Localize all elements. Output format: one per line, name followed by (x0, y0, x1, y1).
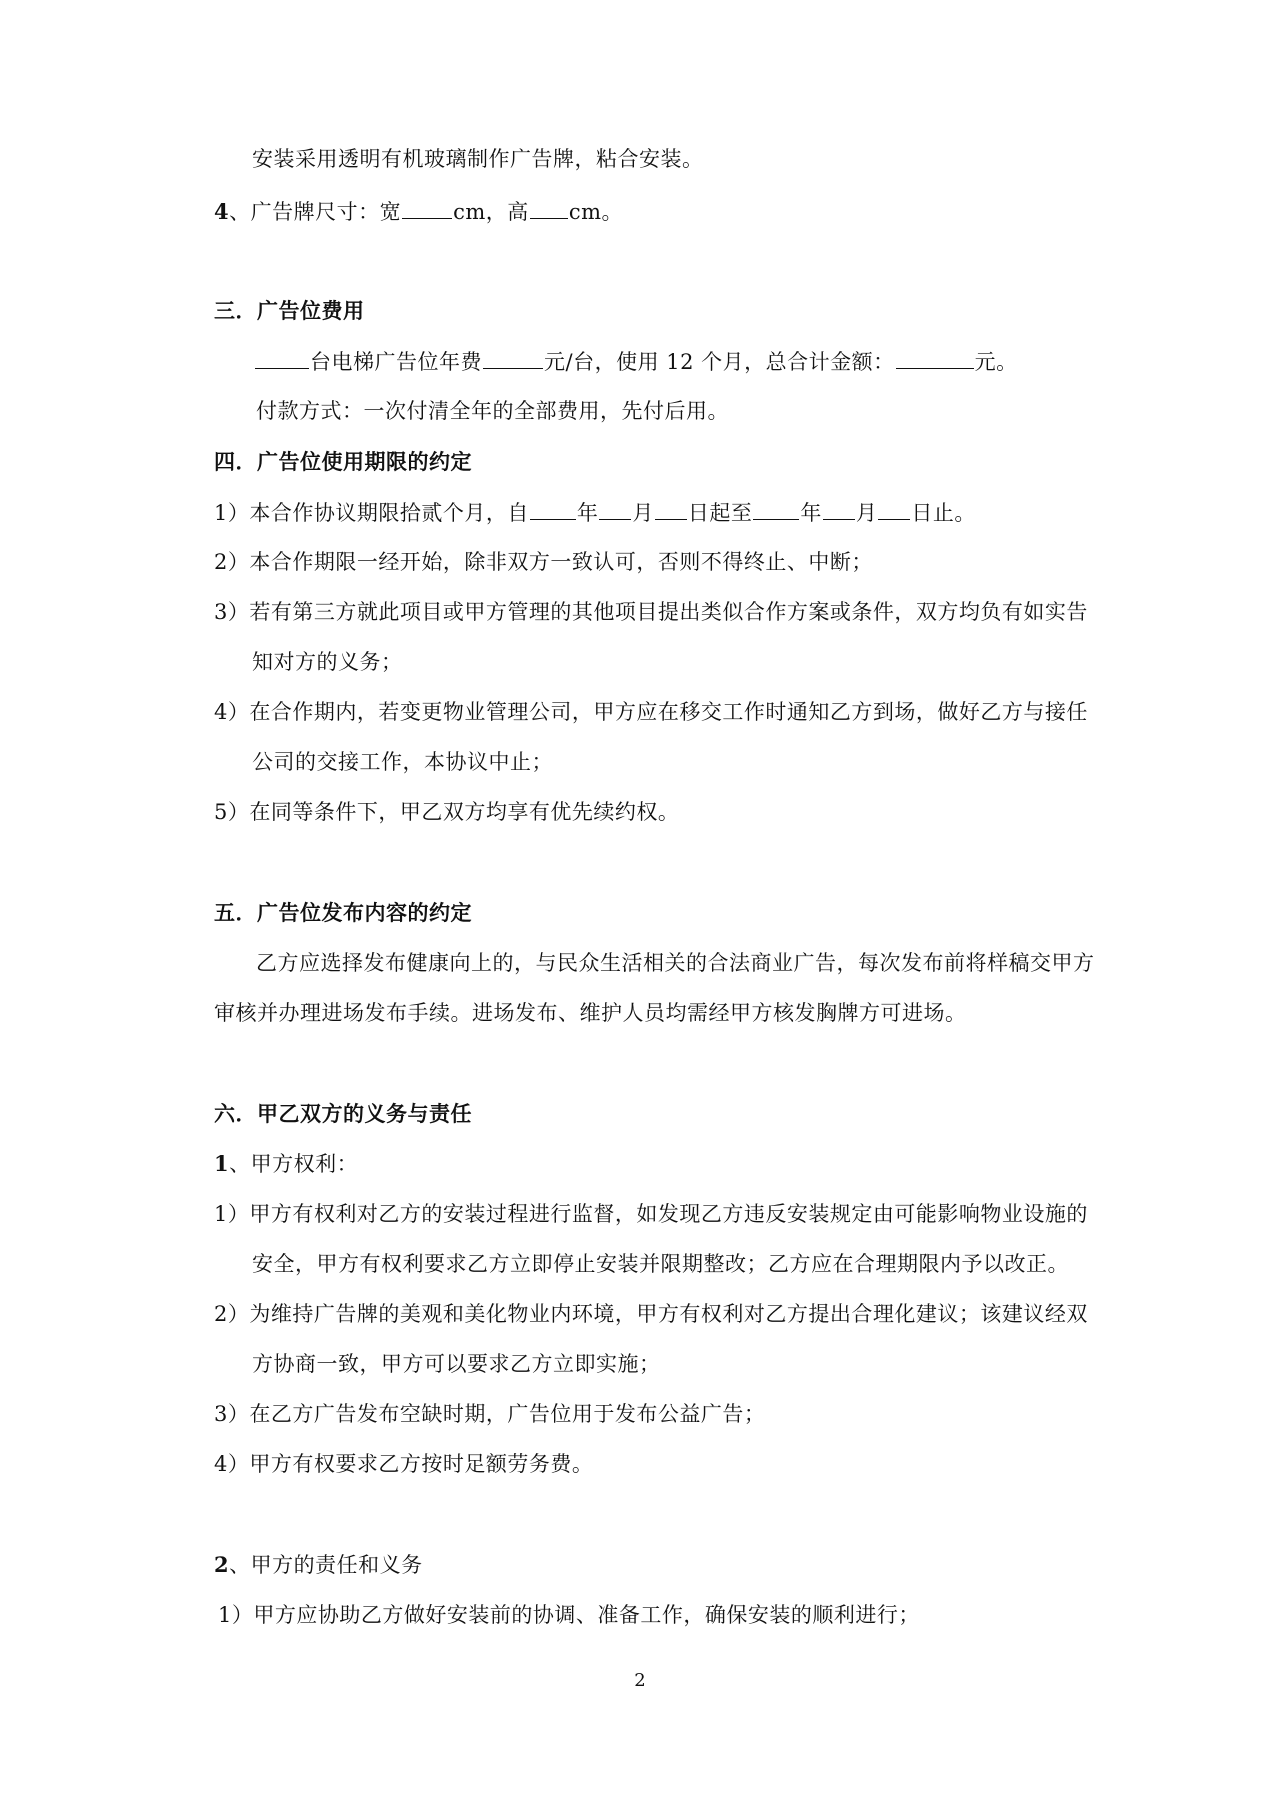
section-heading-4: 四．广告位使用期限的约定 (214, 449, 472, 474)
total-amount-blank (896, 346, 974, 369)
end-year-blank (753, 497, 799, 520)
section-heading-5: 五．广告位发布内容的约定 (214, 900, 472, 925)
page-number: 2 (634, 1670, 646, 1691)
paragraph-line: 乙方应选择发布健康向上的，与民众生活相关的合法商业广告，每次发布前将样稿交甲方 (256, 951, 1095, 975)
paragraph-line: 3）在乙方广告发布空缺时期，广告位用于发布公益广告； (214, 1402, 766, 1426)
start-day-blank (655, 497, 687, 520)
paragraph-line: 4）在合作期内，若变更物业管理公司，甲方应在移交工作时通知乙方到场，做好乙方与接任 (214, 700, 1088, 724)
paragraph-line: 4）甲方有权要求乙方按时足额劳务费。 (214, 1452, 594, 1476)
paragraph-line: 5）在同等条件下，甲乙双方均享有优先续约权。 (214, 800, 680, 824)
subsection-heading: 2、甲方的责任和义务 (214, 1552, 423, 1577)
size-line: 4、广告牌尺寸：宽 cm，高 cm。 (214, 196, 623, 227)
annual-fee-blank (483, 346, 543, 369)
paragraph-line: 3）若有第三方就此项目或甲方管理的其他项目提出类似合作方案或条件，双方均负有如实告 (214, 600, 1088, 624)
paragraph-line: 付款方式：一次付清全年的全部费用，先付后用。 (256, 399, 729, 423)
end-month-blank (823, 497, 855, 520)
paragraph-line: 1）甲方应协助乙方做好安装前的协调、准备工作，确保安装的顺利进行； (218, 1603, 920, 1627)
paragraph-line: 安装采用透明有机玻璃制作广告牌，粘合安装。 (252, 147, 704, 171)
start-year-blank (530, 497, 576, 520)
subsection-heading: 1、甲方权利： (214, 1151, 359, 1176)
paragraph-line: 安全，甲方有权利要求乙方立即停止安装并限期整改；乙方应在合理期限内予以改正。 (252, 1252, 1069, 1276)
section-heading-6: 六．甲乙双方的义务与责任 (214, 1101, 472, 1126)
item-number: 4 (214, 199, 230, 224)
paragraph-line: 审核并办理进场发布手续。进场发布、维护人员均需经甲方核发胸牌方可进场。 (214, 1001, 967, 1025)
height-blank (530, 196, 568, 219)
paragraph-line: 2）本合作期限一经开始，除非双方一致认可，否则不得终止、中断； (214, 550, 873, 574)
paragraph-line: 公司的交接工作，本协议中止； (252, 750, 553, 774)
width-blank (402, 196, 452, 219)
paragraph-line: 1）甲方有权利对乙方的安装过程进行监督，如发现乙方违反安装规定由可能影响物业设施的 (214, 1202, 1088, 1226)
paragraph-line: 方协商一致，甲方可以要求乙方立即实施； (252, 1352, 661, 1376)
section-heading-3: 三．广告位费用 (214, 298, 365, 323)
elevator-count-blank (255, 346, 309, 369)
start-month-blank (599, 497, 631, 520)
fee-line: 台电梯广告位年费 元/台，使用 12 个月，总合计金额： 元。 (254, 346, 1018, 377)
term-line: 1）本合作协议期限拾贰个月，自 年 月 日起至 年 月 日止。 (214, 497, 976, 528)
end-day-blank (878, 497, 910, 520)
paragraph-line: 2）为维持广告牌的美观和美化物业内环境，甲方有权利对乙方提出合理化建议；该建议经双 (214, 1302, 1088, 1326)
paragraph-line: 知对方的义务； (252, 650, 403, 674)
